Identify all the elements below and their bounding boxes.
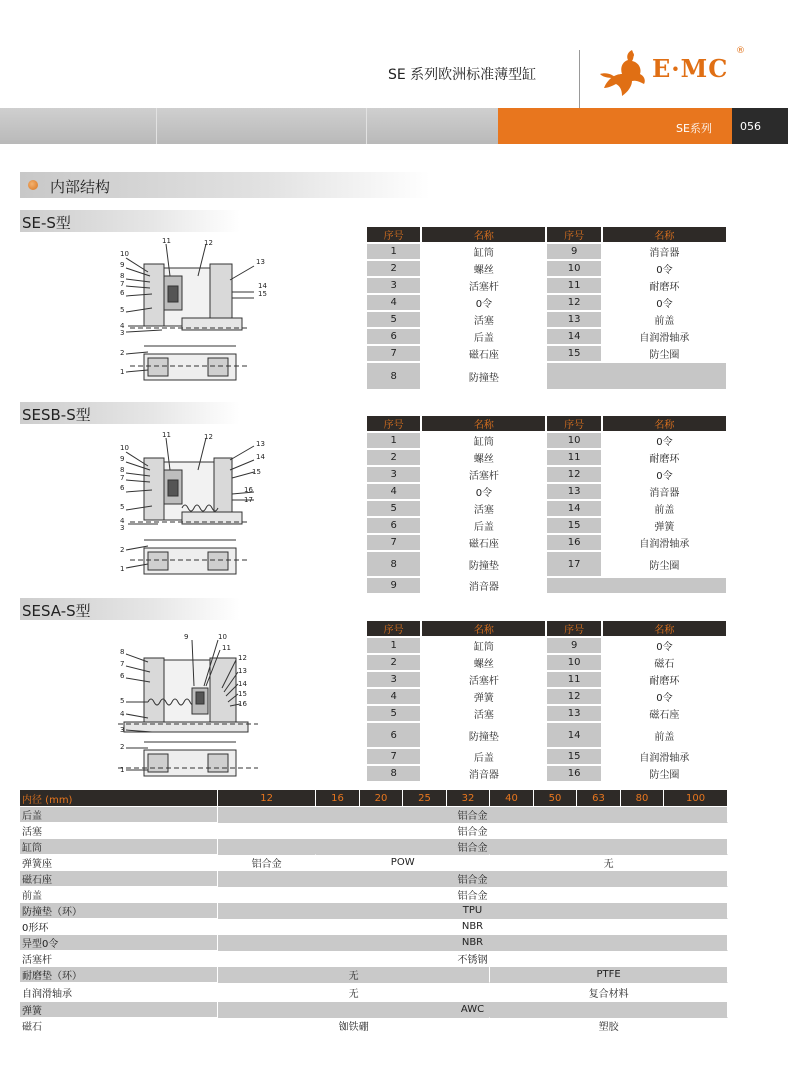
bore-size-column: 16 <box>316 790 360 806</box>
table-cell: 磁石座 <box>603 706 726 721</box>
table-cell: 6 <box>367 329 420 344</box>
table-row <box>367 363 726 389</box>
table-cell: 自润滑轴承 <box>603 535 726 550</box>
table-cell: 防撞垫 <box>422 363 545 389</box>
table-row <box>20 822 728 838</box>
component-label: 活塞杆 <box>20 950 218 966</box>
table-row <box>367 749 726 764</box>
table-cell: 1 <box>367 244 420 259</box>
table-cell: 15 <box>547 518 600 533</box>
table-row <box>20 918 728 934</box>
callout-label: 12 <box>204 433 213 441</box>
callout-label: 15 <box>238 690 247 698</box>
callout-label: 1 <box>120 766 125 774</box>
table-cell: 8 <box>367 552 420 576</box>
callout-label: 16 <box>244 486 253 494</box>
callout-label: 9 <box>120 455 125 463</box>
callout-label: 6 <box>120 484 125 492</box>
table-header-row <box>367 416 726 431</box>
table-cell: 0令 <box>603 638 726 653</box>
horse-rider-icon <box>598 44 650 100</box>
table-row <box>20 806 728 822</box>
table-cell: 耐磨环 <box>603 278 726 293</box>
table-cell: 0令 <box>603 261 726 276</box>
bore-size-column: 20 <box>360 790 404 806</box>
band-divider <box>366 108 367 144</box>
parts-table-se-s <box>365 225 728 391</box>
table-row <box>367 689 726 704</box>
callout-label: 6 <box>120 289 125 297</box>
table-cell: 消音器 <box>422 578 545 593</box>
table-cell: 16 <box>547 766 600 781</box>
material-cell: 铝合金 <box>218 806 728 822</box>
table-row <box>367 295 726 310</box>
table-cell: 12 <box>547 689 600 704</box>
table-row <box>367 312 726 327</box>
callout-label: 10 <box>218 633 227 641</box>
table-cell: 13 <box>547 706 600 721</box>
type-label: SE-S型 <box>22 214 71 232</box>
column-header: 名称 <box>422 416 545 431</box>
material-cell: 无 <box>218 966 490 982</box>
table-cell: 7 <box>367 346 420 361</box>
callout-label: 4 <box>120 710 125 718</box>
material-cell: 塑胶 <box>490 1017 728 1033</box>
table-cell: 弹簧 <box>422 689 545 704</box>
table-cell: 3 <box>367 467 420 482</box>
bore-size-column: 63 <box>577 790 621 806</box>
table-cell: 耐磨环 <box>603 450 726 465</box>
callout-label: 7 <box>120 474 125 482</box>
table-cell: 0令 <box>603 295 726 310</box>
bore-size-column: 40 <box>490 790 534 806</box>
column-header: 名称 <box>603 621 726 636</box>
material-cell: POW <box>316 854 490 870</box>
table-row <box>20 870 728 886</box>
header-divider <box>579 50 580 108</box>
table-row <box>20 854 728 870</box>
table-cell: 缸筒 <box>422 433 545 448</box>
component-label: 0形环 <box>20 918 218 934</box>
table-cell: 1 <box>367 638 420 653</box>
callout-label: 13 <box>256 258 265 266</box>
callout-label: 16 <box>238 700 247 708</box>
table-cell: 螺丝 <box>422 655 545 670</box>
table-cell: 11 <box>547 450 600 465</box>
column-header: 序号 <box>367 416 420 431</box>
callout-label: 3 <box>120 726 125 734</box>
table-cell: 消音器 <box>603 484 726 499</box>
callout-label: 1 <box>120 565 125 573</box>
section-title: 内部结构 <box>50 178 111 196</box>
table-cell: 前盖 <box>603 723 726 747</box>
type-label: SESA-S型 <box>22 602 91 620</box>
callout-label: 1 <box>120 368 125 376</box>
component-label: 活塞 <box>20 822 218 838</box>
table-row <box>20 950 728 966</box>
bullet-icon <box>28 180 38 190</box>
table-cell: 4 <box>367 689 420 704</box>
table-header-row <box>367 227 726 242</box>
column-header: 名称 <box>603 227 726 242</box>
table-cell: 耐磨环 <box>603 672 726 687</box>
callout-label: 4 <box>120 517 125 525</box>
bore-size-column: 80 <box>621 790 665 806</box>
component-label: 缸筒 <box>20 838 218 854</box>
table-cell: 前盖 <box>603 501 726 516</box>
table-cell: 活塞 <box>422 501 545 516</box>
component-label: 自润滑轴承 <box>20 982 218 1001</box>
bore-size-column: 25 <box>403 790 447 806</box>
table-cell: 活塞 <box>422 312 545 327</box>
bore-size-column: 100 <box>664 790 728 806</box>
table-cell: 磁石座 <box>422 535 545 550</box>
component-label: 防撞垫（环） <box>20 902 218 918</box>
component-label: 弹簧 <box>20 1001 218 1017</box>
callout-label: 12 <box>238 654 247 662</box>
table-row <box>367 484 726 499</box>
parts-table-sesb-s <box>365 414 728 595</box>
se-s-cross-section-diagram <box>118 236 268 386</box>
callout-label: 9 <box>120 261 125 269</box>
callout-label: 13 <box>256 440 265 448</box>
table-cell: 自润滑轴承 <box>603 749 726 764</box>
material-cell: 铝合金 <box>218 838 728 854</box>
series-label: SE系列 <box>676 122 712 135</box>
table-cell: 9 <box>547 638 600 653</box>
callout-label: 5 <box>120 306 125 314</box>
component-label: 异型0令 <box>20 934 218 950</box>
table-row <box>20 902 728 918</box>
callout-label: 10 <box>120 444 129 452</box>
table-cell: 活塞杆 <box>422 278 545 293</box>
table-cell: 磁石 <box>603 655 726 670</box>
material-cell: PTFE <box>490 966 728 982</box>
bore-size-column: 50 <box>534 790 578 806</box>
column-header: 序号 <box>367 227 420 242</box>
table-cell: 0令 <box>603 433 726 448</box>
column-header: 序号 <box>547 227 600 242</box>
table-cell: 消音器 <box>422 766 545 781</box>
callout-label: 14 <box>258 282 267 290</box>
table-cell: 磁石座 <box>422 346 545 361</box>
table-cell: 6 <box>367 723 420 747</box>
table-cell: 弹簧 <box>603 518 726 533</box>
table-row <box>367 655 726 670</box>
table-header-row <box>367 621 726 636</box>
component-label: 耐磨垫（环） <box>20 966 218 982</box>
callout-label: 11 <box>222 644 231 652</box>
table-cell: 10 <box>547 655 600 670</box>
table-cell: 11 <box>547 278 600 293</box>
material-cell: 铷铁硼 <box>218 1017 490 1033</box>
table-cell: 0令 <box>422 295 545 310</box>
table-row <box>367 672 726 687</box>
table-cell: 3 <box>367 278 420 293</box>
table-cell: 活塞杆 <box>422 467 545 482</box>
header-band <box>0 108 498 144</box>
material-cell: 铝合金 <box>218 854 316 870</box>
table-cell: 8 <box>367 766 420 781</box>
band-divider <box>156 108 157 144</box>
table-row <box>367 433 726 448</box>
table-row <box>367 638 726 653</box>
material-cell: 复合材料 <box>490 982 728 1001</box>
material-cell: 铝合金 <box>218 886 728 902</box>
table-cell: 10 <box>547 433 600 448</box>
table-cell: 8 <box>367 363 420 389</box>
table-cell: 15 <box>547 749 600 764</box>
table-cell: 17 <box>547 552 600 576</box>
callout-label: 14 <box>256 453 265 461</box>
column-header: 序号 <box>547 621 600 636</box>
table-header-row <box>20 790 728 806</box>
material-cell: 铝合金 <box>218 822 728 838</box>
material-cell: AWC <box>218 1001 728 1017</box>
callout-label: 2 <box>120 743 125 751</box>
table-cell: 活塞杆 <box>422 672 545 687</box>
table-row <box>367 535 726 550</box>
table-cell: 13 <box>547 484 600 499</box>
table-cell: 后盖 <box>422 518 545 533</box>
table-row <box>20 838 728 854</box>
column-header: 名称 <box>422 621 545 636</box>
callout-label: 12 <box>204 239 213 247</box>
table-cell: 螺丝 <box>422 261 545 276</box>
callout-label: 11 <box>162 237 171 245</box>
callout-label: 7 <box>120 280 125 288</box>
table-row <box>367 766 726 781</box>
sesb-s-cross-section-diagram <box>118 430 268 580</box>
table-cell: 2 <box>367 655 420 670</box>
table-cell: 5 <box>367 312 420 327</box>
table-row <box>20 1017 728 1033</box>
material-cell: TPU <box>218 902 728 918</box>
table-cell: 防撞垫 <box>422 723 545 747</box>
table-cell: 后盖 <box>422 749 545 764</box>
bore-size-column: 12 <box>218 790 316 806</box>
sesa-s-cross-section-diagram <box>118 632 268 782</box>
material-cell: 无 <box>218 982 490 1001</box>
callout-label: 15 <box>258 290 267 298</box>
material-cell: 不锈钢 <box>218 950 728 966</box>
table-cell: 15 <box>547 346 600 361</box>
table-cell: 2 <box>367 450 420 465</box>
table-cell: 缸筒 <box>422 244 545 259</box>
table-cell: 12 <box>547 295 600 310</box>
table-cell: 14 <box>547 329 600 344</box>
table-cell: 13 <box>547 312 600 327</box>
table-cell: 14 <box>547 723 600 747</box>
table-row <box>367 552 726 576</box>
component-label: 磁石 <box>20 1017 218 1033</box>
material-cell: NBR <box>218 918 728 934</box>
callout-label: 8 <box>120 466 125 474</box>
table-row <box>20 886 728 902</box>
callout-label: 3 <box>120 329 125 337</box>
table-cell: 9 <box>547 244 600 259</box>
table-cell: 自润滑轴承 <box>603 329 726 344</box>
callout-label: 4 <box>120 322 125 330</box>
type-label: SESB-S型 <box>22 406 91 424</box>
table-cell: 14 <box>547 501 600 516</box>
callout-label: 6 <box>120 672 125 680</box>
table-row <box>367 501 726 516</box>
table-cell: 9 <box>367 578 420 593</box>
callout-label: 2 <box>120 349 125 357</box>
table-row <box>367 278 726 293</box>
table-cell: 3 <box>367 672 420 687</box>
logo-text: E·MC <box>652 54 729 83</box>
column-header: 名称 <box>422 227 545 242</box>
table-row <box>20 934 728 950</box>
table-cell: 0令 <box>603 467 726 482</box>
callout-label: 5 <box>120 697 125 705</box>
material-cell: NBR <box>218 934 728 950</box>
callout-label: 7 <box>120 660 125 668</box>
material-cell: 铝合金 <box>218 870 728 886</box>
table-cell: 活塞 <box>422 706 545 721</box>
table-cell: 5 <box>367 706 420 721</box>
table-cell: 4 <box>367 484 420 499</box>
brand-logo <box>598 44 748 100</box>
table-row <box>367 706 726 721</box>
material-cell: 无 <box>490 854 728 870</box>
table-cell: 防尘圈 <box>603 766 726 781</box>
table-cell: 0令 <box>603 689 726 704</box>
table-row <box>367 261 726 276</box>
callout-label: 10 <box>120 250 129 258</box>
table-cell: 缸筒 <box>422 638 545 653</box>
table-cell: 16 <box>547 535 600 550</box>
page-number: 056 <box>740 120 761 133</box>
table-cell: 7 <box>367 535 420 550</box>
table-row <box>367 723 726 747</box>
table-cell: 2 <box>367 261 420 276</box>
table-cell: 1 <box>367 433 420 448</box>
table-cell: 5 <box>367 501 420 516</box>
component-label: 后盖 <box>20 806 218 822</box>
table-cell: 4 <box>367 295 420 310</box>
callout-label: 8 <box>120 272 125 280</box>
column-header: 序号 <box>367 621 420 636</box>
component-label: 前盖 <box>20 886 218 902</box>
table-row <box>367 518 726 533</box>
component-label: 磁石座 <box>20 870 218 886</box>
bore-size-column: 32 <box>447 790 491 806</box>
table-row <box>20 1001 728 1017</box>
table-cell: 螺丝 <box>422 450 545 465</box>
callout-label: 17 <box>244 496 253 504</box>
table-cell: 消音器 <box>603 244 726 259</box>
table-cell: 7 <box>367 749 420 764</box>
table-row <box>367 450 726 465</box>
table-cell: 12 <box>547 467 600 482</box>
component-label: 弹簧座 <box>20 854 218 870</box>
callout-label: 3 <box>120 524 125 532</box>
table-cell: 前盖 <box>603 312 726 327</box>
table-cell: 11 <box>547 672 600 687</box>
table-cell: 防尘圈 <box>603 552 726 576</box>
table-cell: 防尘圈 <box>603 346 726 361</box>
bore-size-header: 内径 (mm) <box>20 790 218 806</box>
callout-label: 15 <box>252 468 261 476</box>
callout-label: 13 <box>238 667 247 675</box>
callout-label: 5 <box>120 503 125 511</box>
table-row <box>20 966 728 982</box>
table-row <box>367 329 726 344</box>
callout-label: 14 <box>238 680 247 688</box>
table-cell: 防撞垫 <box>422 552 545 576</box>
registered-mark: ® <box>736 46 745 56</box>
table-cell: 6 <box>367 518 420 533</box>
table-row <box>367 244 726 259</box>
callout-label: 11 <box>162 431 171 439</box>
column-header: 序号 <box>547 416 600 431</box>
column-header: 名称 <box>603 416 726 431</box>
callout-label: 2 <box>120 546 125 554</box>
table-row <box>367 467 726 482</box>
table-cell <box>547 363 726 389</box>
materials-table <box>20 790 728 1033</box>
callout-label: 9 <box>184 633 189 641</box>
table-row <box>367 346 726 361</box>
table-cell: 后盖 <box>422 329 545 344</box>
table-cell <box>547 578 726 593</box>
document-title: SE 系列欧洲标准薄型缸 <box>388 67 537 83</box>
callout-label: 8 <box>120 648 125 656</box>
table-cell: 0令 <box>422 484 545 499</box>
table-row <box>367 578 726 593</box>
table-row <box>20 982 728 1001</box>
table-cell: 10 <box>547 261 600 276</box>
parts-table-sesa-s <box>365 619 728 783</box>
